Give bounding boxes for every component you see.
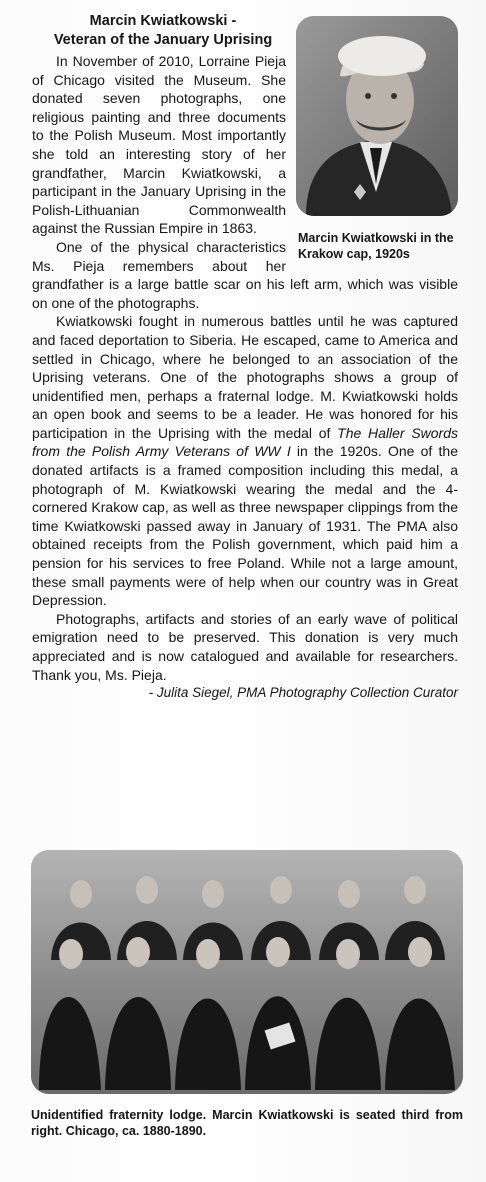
article-title — [34, 12, 292, 50]
group-photo-image — [31, 850, 463, 1094]
paragraph-3-text-a: Kwiatkowski fought in numerous battles until he was captured and faced deportation to Siberia. He escaped, came to America and settled in Chicago, where he belonged to an association of the Uprising veterans. One of the photographs shows a group of unidentified men, perhaps a fraternal lodge. M. Kwiatkowski holds an open book and seems to be a leader. He was honored for his participation in the Uprising with the medal of — [32, 313, 458, 441]
article-title-line1: Marcin Kwiatkowski - — [89, 13, 237, 29]
article-title-line2: Veteran of the January Uprising — [53, 32, 273, 48]
portrait-caption: Marcin Kwiatkowski in the Krakow cap, 1920s — [298, 231, 454, 261]
portrait-photo-image — [296, 16, 458, 216]
author-signature: - Julita Siegel, PMA Photography Collection Curator — [148, 685, 458, 701]
medal-name: The Haller Swords from the Polish Army Veterans of WW I — [32, 424, 458, 460]
group-photo-caption: Unidentified fraternity lodge. Marcin Kwiatkowski is seated third from right. Chicago, ca. 1880-1890. — [31, 1108, 463, 1138]
article-body — [32, 52, 458, 703]
paragraph-1: In November of 2010, Lorraine Pieja of Chicago visited the Museum. She donated seven photographs, one religious painting and three documents to the Polish Museum. Most importantly she told an interesting story of her grandfather, Marcin Kwiatkowski, a participant in the January Uprising in the Polish-Lithuanian Commonwealth against the Russian Empire in 1863. — [32, 53, 286, 237]
portrait-photo — [296, 16, 458, 216]
paragraph-4: Photographs, artifacts and stories of an early wave of political emigration need to be preserved. This donation is very much appreciated and is now catalogued and available for researchers. Thank you, Ms. Pieja. — [32, 610, 458, 683]
group-photo — [31, 850, 463, 1094]
paragraph-3-text-b: in the 1920s. One of the donated artifacts is a framed composition including this medal, a photograph of M. Kwiatkowski wearing the medal and the 4-cornered Krakow cap, as well as three newspaper clippings from the time Kwiatkowski passed away in January of 1931. The PMA also obtained receipts from the Polish government, which paid him a pension for his services to free Poland. While not a large amount, these small payments were of help when our country was in Great Depression. — [32, 443, 458, 609]
portrait-figure — [296, 16, 462, 272]
paragraph-3 — [32, 312, 458, 610]
paragraph-2: One of the physical characteristics Ms. Pieja remembers about her grandfather is a large battle scar on his left arm, which was visible on one of the photographs. — [32, 238, 458, 311]
